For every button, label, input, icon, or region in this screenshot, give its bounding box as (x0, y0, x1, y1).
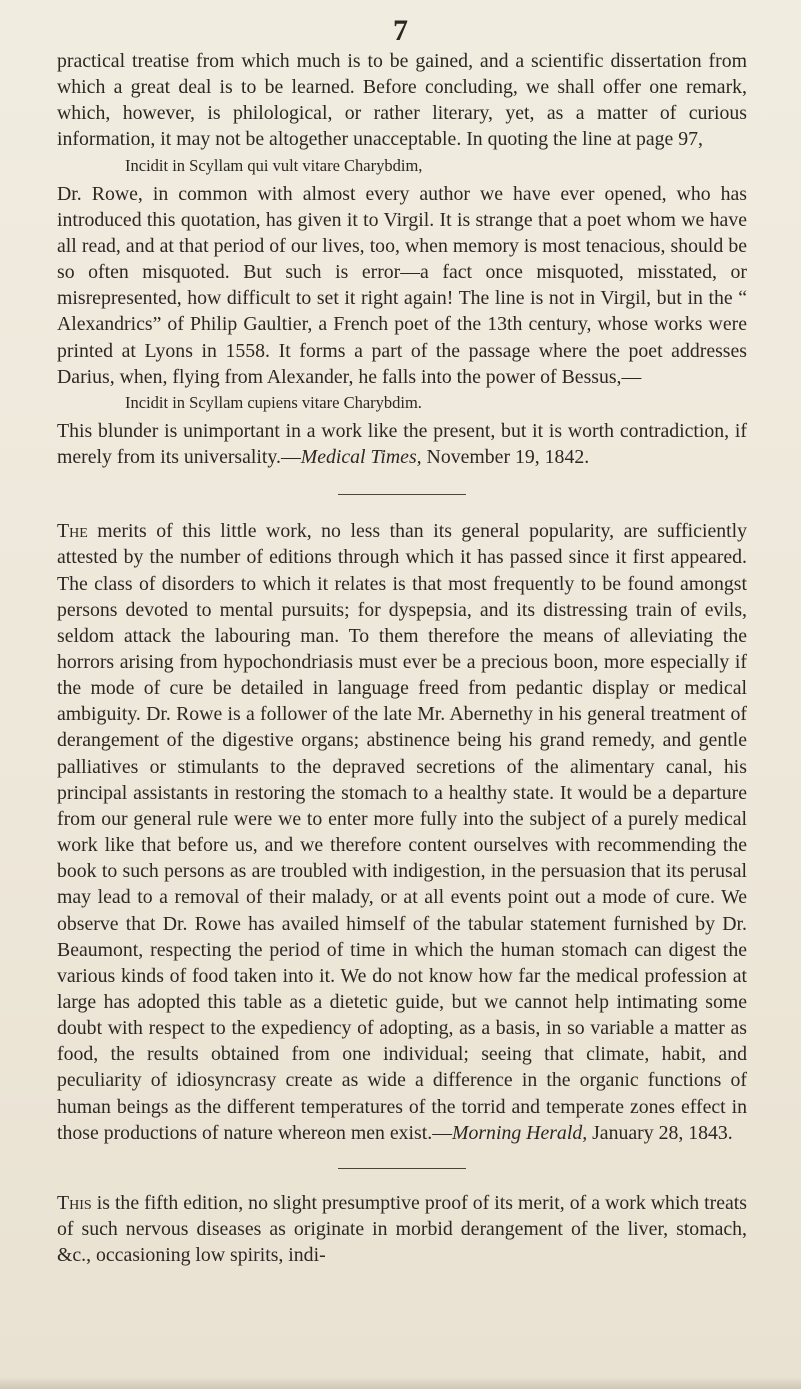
review-intro-paragraph: practical treatise from which much is to be gained, and a scientific dissertation from which a great deal is to be learned. Before concluding, we shall offer one remark, which, however, is philological, or rather literary, yet, as a matter of curious information, it may not be altogether unacceptable. In quoting the line at page 97, (57, 50, 747, 151)
source-date: November 19, 1842. (421, 446, 590, 469)
closing-text: This blunder is unimportant in a work like the present, but it is worth contradiction, if merely from its universality.— (57, 419, 747, 469)
section-divider (338, 1168, 466, 1169)
latin-quotation-1: Incidit in Scyllam qui vult vitare Charybdim, (125, 155, 423, 175)
review-three-body: is the fifth edition, no slight presumptive proof of its merit, of a work which treats of such nervous diseases as originate in morbid derangement of the liver, stomach, &c., occasioning low spirits, indi- (57, 1191, 747, 1267)
section-divider (338, 494, 466, 495)
page-number: 7 (393, 14, 408, 47)
lead-word: The (57, 520, 88, 543)
review-three-paragraph (57, 1190, 747, 1268)
page-edge-shadow (0, 1377, 801, 1389)
latin-quotation-2: Incidit in Scyllam cupiens vitare Charybdim. (125, 392, 422, 412)
review-two-body: merits of this little work, no less than its general popularity, are sufficiently attested by the number of editions through which it has passed since it first appeared. The class of disorders to which it relates is that most frequently to be found amongst persons devoted to mental pursuits; for dyspepsia, and its distressing train of evils, seldom attack the labouring man. To them therefore the means of alleviating the horrors arising from hypochondriasis must ever be a precious boon, more especially if the mode of cure be detailed in language freed from pedantic display or medical ambiguity. Dr. Rowe is a follower of the late Mr. Abernethy in his general treatment of derangement of the digestive organs; abstinence being his grand remedy, and gentle palliatives or stimulants to the depraved secretions of the alimentary canal, his principal assistants in restoring the stomach to a healthy state. It would be a departure from our general rule were we to enter more fully into the subject of a purely medical work like that before us, and we therefore content ourselves with recommending the book to such persons as are troubled with indigestion, in the persuasion that its perusal may lead to a removal of their malady, or at all events point out a mode of cure. We observe that Dr. Rowe has availed himself of the tabular statement furnished by Dr. Beaumont, respecting the period of time in which the human stomach can digest the various kinds of food taken into it. We do not know how far the medical profession at large has adopted this table as a dietetic guide, but we cannot help intimating some doubt with respect to the expediency of adopting, as a basis, in so variable a matter as food, the results obtained from one individual; seeing that climate, habit, and peculiarity of idiosyncrasy create as wide a difference in the organic functions of human beings as the different temperatures of the torrid and temperate zones effect in those productions of nature whereon men exist.— (57, 520, 747, 1144)
page-body (57, 48, 747, 1268)
source-publication: Morning Herald, (451, 1121, 588, 1144)
source-date: January 28, 1843. (587, 1121, 733, 1144)
source-publication: Medical Times, (300, 446, 422, 469)
review-body-paragraph: Dr. Rowe, in common with almost every author we have ever opened, who has introduced this quotation, has given it to Virgil. It is strange that a poet whom we have all read, and at that period of our lives, too, when memory is most tenacious, should be so often misquoted. But such is error—a fact once misquoted, misstated, or misrepresented, how difficult to set it right again! The line is not in Virgil, but in the “ Alexandrics” of Philip Gaultier, a French poet of the 13th century, whose works were printed at Lyons in 1558. It forms a part of the passage where the poet addresses Darius, when, flying from Alexander, he falls into the power of Bessus,— (57, 182, 747, 388)
review-two-paragraph (57, 518, 747, 1146)
review-closing-paragraph (57, 418, 747, 470)
lead-word: This (57, 1191, 92, 1214)
